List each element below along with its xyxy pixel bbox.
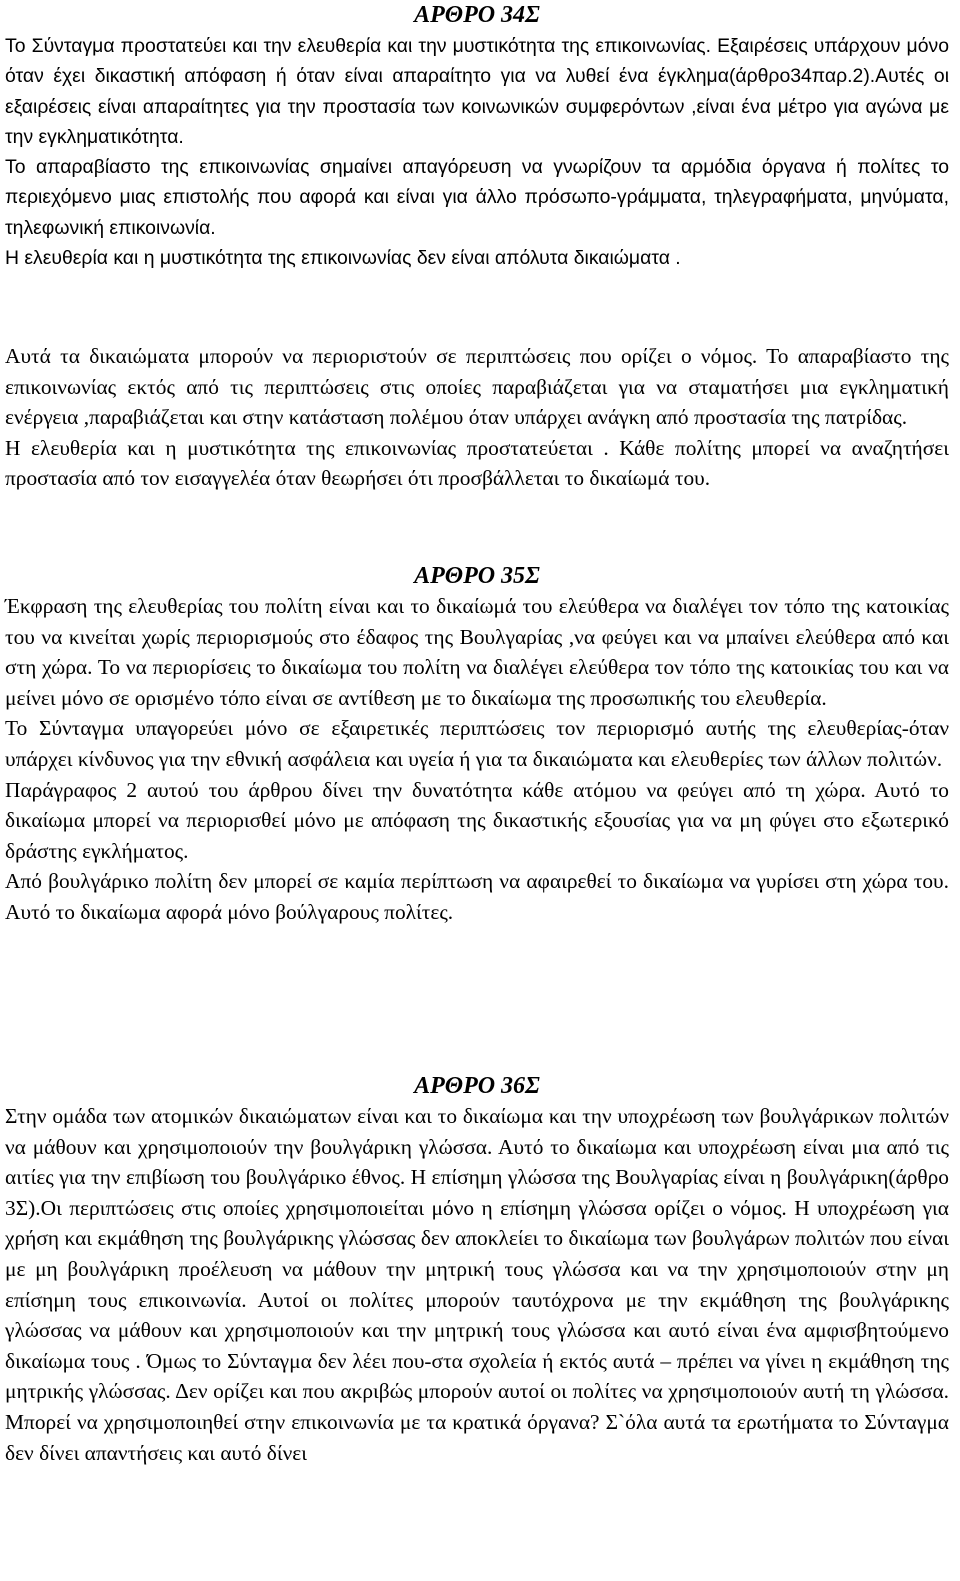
article-35-body <box>5 591 949 928</box>
article-35-paragraph-4: Από βουλγάρικο πολίτη δεν μπορεί σε καμία περίπτωση να αφαιρεθεί το δικαίωμα να γυρίσει στη χώρα του. Αυτό το δικαίωμα αφορά μόνο βούλγαρους πολίτες. <box>5 869 949 924</box>
article-34-paragraph-3: Η ελευθερία και η μυστικότητα της επικοινωνίας δεν είναι απόλυτα δικαιώματα . <box>5 247 681 270</box>
article-34-heading: ΑΡΘΡΟ 34Σ <box>414 2 540 28</box>
article-35-paragraph-1: Έκφραση της ελευθερίας του πολίτη είναι και το δικαίωμά του ελεύθερα να διαλέγει τον τόπο της κατοικίας του να κινείται χωρίς περιορισμούς στο έδαφος της Βουλγαρίας ,να φεύγει και να μπαίνει ελεύθερα από και στη χώρα. Το να περιορίσεις το δικαίωμα του πολίτη να διαλέγει ελεύθερα τον τόπο της κατοικίας του και να μείνει μόνο σε ορισμένο τόπο είναι σε αντίθεση με το δικαίωμα της προσωπικής του ελευθερία. <box>5 594 949 710</box>
article-35-paragraph-3: Παράγραφος 2 αυτού του άρθρου δίνει την δυνατότητα κάθε ατόμου να φεύγει από τη χώρα. Αυτό το δικαίωμα μπορεί να περιορισθεί μόνο με απόφαση της δικαστικής εξουσίας για να μη φύγει στο εξωτερικό δράστης εγκλήματος. <box>5 777 949 863</box>
article-36-paragraph-1: Στην ομάδα των ατομικών δικαιώματων είναι και το δικαίωμα και την υποχρέωση των βουλγάρικων πολιτών να μάθουν και χρησιμοποιούν την βουλγάρικη γλώσσα. Αυτό το δικαίωμα και υποχρέωση είναι μια από τις αιτίες για την επιβίωση του βουλγάρικο έθνος. Η επίσημη γλώσσα της Βουλγαρίας είναι η βουλγάρικη(άρθρο 3Σ).Οι περιπτώσεις στις οποίες χρησιμοποιείται μόνο η επίσημη γλώσσα ορίζει ο νόμος. Η υποχρέωση για χρήση και εκμάθηση της βουλγάρικης γλώσσας δεν αποκλείει το δικαίωμα των βουλγάρων πολιτών που είναι με μη βουλγάρικη προέλευση να μάθουν την μητρική τους γλώσσα και να την χρησιμοποιούν στην μη επίσημη τους επικοινωνία. Αυτοί οι πολίτες μπορούν ταυτόχρονα με την εκμάθηση της βουλγάρικης γλώσσας να μάθουν και χρησιμοποιούν και την μητρική τους γλώσσα και αυτό είναι ένα αμφισβητούμενο δικαίωμα τους . Όμως το Σύνταγμα δεν λέει που-στα σχολεία ή εκτός αυτά – πρέπει να γίνει η εκμάθηση της μητρικής γλώσσας. Δεν ορίζει και που ακριβώς μπορούν αυτοί οι πολίτες να χρησιμοποιούν αυτή τη γλώσσα. Μπορεί να χρησιμοποιηθεί στην επικοινωνία με τα κρατικά όργανα? Σ`όλα αυτά τα ερωτήματα το Σύνταγμα δεν δίνει απαντήσεις και αυτό δίνει <box>5 1104 949 1465</box>
article-36-heading: ΑΡΘΡΟ 36Σ <box>414 1073 540 1099</box>
article-35-paragraph-2: Το Σύνταγμα υπαγορεύει μόνο σε εξαιρετικές περιπτώσεις τον περιορισμό αυτής της ελευθερίας-όταν υπάρχει κίνδυνος για την εθνική ασφάλεια και υγεία ή για τα δικαιώματα και ελευθερίες των άλλων πολιτών. <box>5 716 949 771</box>
article-34-paragraph-4: Αυτά τα δικαιώματα μπορούν να περιοριστούν σε περιπτώσεις που ορίζει ο νόμος. Το απαραβίαστο της επικοινωνίας εκτός από τις περιπτώσεις στις οποίες παραβιάζεται για να σταματήσει μια εγκληματική ενέργεια ,παραβιάζεται και στην κατάσταση πολέμου όταν υπάρχει ανάγκη από προστασία της πατρίδας. <box>5 344 949 430</box>
article-35-heading: ΑΡΘΡΟ 35Σ <box>414 563 540 589</box>
article-34-serif-body <box>5 341 949 494</box>
article-34-body <box>5 31 949 273</box>
article-34-paragraph-1: Το Σύνταγμα προστατεύει και την ελευθερία και την μυστικότητα της επικοινωνίας. Εξαιρέσεις υπάρχουν μόνο όταν έχει δικαστική απόφαση ή όταν είναι απαραίτητο για να λυθεί ένα έγκλημα(άρθρο34παρ.2).Αυτές οι εξαιρέσεις είναι απαραίτητες για την προστασία των κοινωνικών συμφερόντων ,είναι ένα μέτρο για αγώνα με την εγκληματικότητα. <box>5 35 949 148</box>
article-36-body <box>5 1101 949 1468</box>
article-34-paragraph-2: Το απαραβίαστο της επικοινωνίας σημαίνει απαγόρευση να γνωρίζουν τα αρμόδια όργανα ή πολίτες το περιεχόμενο μιας επιστολής που αφορά και είναι για άλλο πρόσωπο-γράμματα, τηλεγραφήματα, μηνύματα, τηλεφωνική επικοινωνία. <box>5 156 949 239</box>
article-34-paragraph-5: Η ελευθερία και η μυστικότητα της επικοινωνίας προστατεύεται . Κάθε πολίτης μπορεί να αναζητήσει προστασία από τον εισαγγελέα όταν θεωρήσει ότι προσβάλλεται το δικαίωμά του. <box>5 435 949 491</box>
